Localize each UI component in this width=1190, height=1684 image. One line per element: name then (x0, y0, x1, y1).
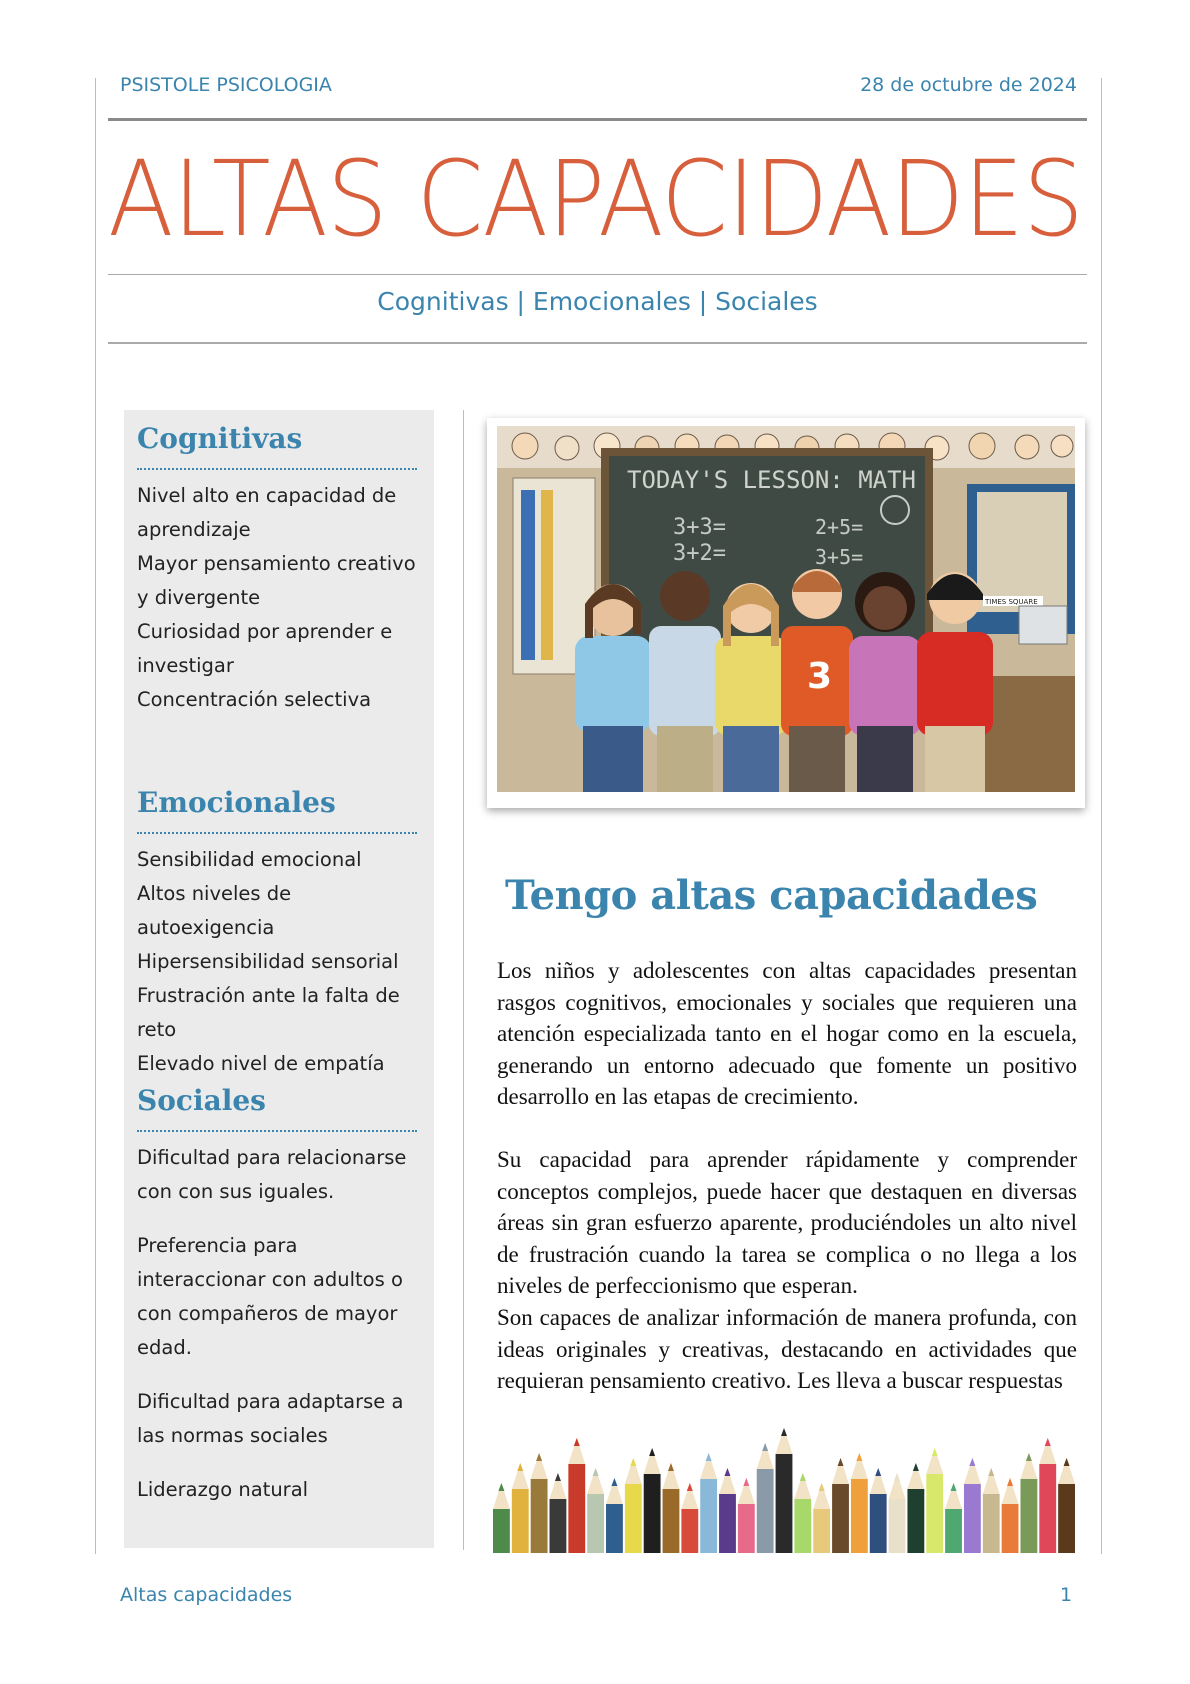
classroom-photo-frame (487, 418, 1085, 808)
article-paragraph: Los niños y adolescentes con altas capacidades presentan rasgos cognitivos, emocionales y sociales que requieren una atención especializada tanto en el hogar como en la escuela, generando un entorno adecuado que fomente un positivo desarrollo en las etapas de crecimiento. (497, 958, 1077, 1109)
list-item: Sensibilidad emocional (137, 848, 362, 871)
column-divider (463, 410, 464, 1550)
pencil-body (512, 1489, 529, 1553)
brand-name: PSISTOLE PSICOLOGIA (120, 74, 332, 96)
pencil-lead (800, 1473, 806, 1481)
pencil-lead (932, 1448, 938, 1456)
list-item: Preferencia para interaccionar con adultos o con compañeros de mayor edad. (137, 1234, 403, 1359)
list-item: Liderazgo natural (137, 1478, 309, 1501)
pencil-body (531, 1479, 548, 1553)
times-square-sign: TIMES SQUARE (985, 598, 1038, 606)
pencil-body (587, 1494, 604, 1553)
list-item: Concentración selectiva (137, 688, 372, 711)
section-divider (137, 1130, 417, 1132)
classroom-photo (497, 426, 1075, 792)
list-item: Curiosidad por aprender e investigar (137, 620, 393, 677)
pencil-body (983, 1494, 1000, 1553)
pencil-body (794, 1499, 811, 1553)
list-cognitivas (137, 479, 422, 717)
section-divider (137, 468, 417, 470)
blackboard-sum: 3+5= (815, 545, 864, 569)
page-number: 1 (1060, 1584, 1073, 1606)
pencil-body (926, 1474, 943, 1553)
pencil-body (1039, 1464, 1056, 1553)
title-rule (108, 274, 1087, 275)
subtitle-rule (108, 342, 1087, 344)
page-right-border (1101, 78, 1102, 1554)
list-item: Altos niveles de autoexigencia (137, 882, 292, 939)
pencil-lead (819, 1483, 825, 1491)
pencil-lead (536, 1453, 542, 1461)
pencil-body (681, 1509, 698, 1553)
pencil-body (851, 1479, 868, 1553)
blackboard-sum: 2+5= (815, 515, 864, 539)
pencil-lead (1064, 1458, 1070, 1466)
pencil-body (1020, 1479, 1037, 1553)
list-sociales (137, 1141, 422, 1527)
pencil-lead (517, 1463, 523, 1471)
footer-title: Altas capacidades (120, 1584, 293, 1606)
pencil-body (832, 1484, 849, 1553)
pencil-body (1058, 1484, 1075, 1553)
list-item: Nivel alto en capacidad de aprendizaje (137, 484, 397, 541)
subtitle: Cognitivas | Emocionales | Sociales (377, 287, 818, 316)
pencil-lead (611, 1478, 617, 1486)
pencil-lead (875, 1468, 881, 1476)
list-item: Hipersensibilidad sensorial (137, 950, 399, 973)
page-left-border (95, 78, 96, 1554)
pencil-lead (649, 1448, 655, 1456)
list-emocionales (137, 843, 422, 1081)
pencil-lead (894, 1473, 900, 1481)
section-title-cognitivas: Cognitivas (137, 422, 303, 455)
colored-pencils-illustration (492, 1408, 1076, 1553)
pencil-body (568, 1464, 585, 1553)
pencil-body (813, 1509, 830, 1553)
shirt-number: 3 (807, 656, 833, 697)
page-title (108, 140, 1087, 260)
pencil-body (907, 1489, 924, 1553)
pencil-lead (687, 1483, 693, 1491)
list-item: Elevado nivel de empatía (137, 1052, 385, 1075)
pencil-lead (913, 1463, 919, 1471)
article-paragraph: Su capacidad para aprender rápidamente y comprender conceptos complejos, puede hacer que destaquen en diversas áreas sin gran esfuerzo aparente, produciéndoles un alto nivel de frustración cuando la tarea se complica o no llega a los niveles de perfeccionismo que esperan. (497, 1147, 1077, 1298)
pencil-lead (743, 1478, 749, 1486)
blackboard-heading: TODAY'S LESSON: MATH (627, 466, 916, 494)
pencil-body (1002, 1504, 1019, 1553)
list-item: Mayor pensamiento creativo y divergente (137, 552, 416, 609)
section-title-sociales: Sociales (137, 1084, 266, 1117)
pencil-lead (781, 1428, 787, 1436)
list-item: Frustración ante la falta de reto (137, 984, 400, 1041)
pencil-body (870, 1494, 887, 1553)
pencil-body (644, 1474, 661, 1553)
pencil-lead (668, 1463, 674, 1471)
pencil-lead (1026, 1453, 1032, 1461)
pencil-lead (555, 1473, 561, 1481)
list-item: Dificultad para relacionarse con con sus iguales. (137, 1146, 407, 1203)
pencil-body (964, 1484, 981, 1553)
pencil-lead (630, 1458, 636, 1466)
pencil-body (738, 1504, 755, 1553)
pencil-lead (593, 1468, 599, 1476)
pencil-body (719, 1494, 736, 1553)
pencil-body (889, 1499, 906, 1553)
pencil-lead (498, 1483, 504, 1491)
pencil-lead (969, 1458, 975, 1466)
pencil-lead (724, 1468, 730, 1476)
pencil-body (493, 1509, 510, 1553)
pencil-body (625, 1484, 642, 1553)
pencil-lead (838, 1458, 844, 1466)
pencil-body (945, 1509, 962, 1553)
pencil-lead (762, 1443, 768, 1451)
article-paragraph: Son capaces de analizar información de manera profunda, con ideas originales y creativas, destacando en actividades que requieran pensamiento creativo. Les lleva a buscar respuestas (497, 1305, 1077, 1393)
pencil-body (757, 1469, 774, 1553)
blackboard-sum: 3+3= (673, 515, 726, 540)
pencil-lead (706, 1453, 712, 1461)
section-title-emocionales: Emocionales (137, 786, 336, 819)
pencil-lead (988, 1468, 994, 1476)
pencil-body (606, 1504, 623, 1553)
page-title-text: ALTAS CAPACIDADES (108, 138, 1083, 260)
list-item: Dificultad para adaptarse a las normas sociales (137, 1390, 404, 1447)
pencil-lead (1045, 1438, 1051, 1446)
document-date: 28 de octubre de 2024 (860, 74, 1077, 96)
pencil-lead (1007, 1478, 1013, 1486)
pencil-body (663, 1489, 680, 1553)
article-heading: Tengo altas capacidades (505, 872, 1038, 919)
pencil-lead (856, 1453, 862, 1461)
pencil-body (700, 1479, 717, 1553)
blackboard-sum: 3+2= (673, 541, 726, 566)
pencil-lead (574, 1438, 580, 1446)
pencil-lead (951, 1483, 957, 1491)
header-rule (108, 118, 1087, 121)
section-divider (137, 832, 417, 834)
pencil-body (776, 1454, 793, 1553)
pencil-body (550, 1499, 567, 1553)
